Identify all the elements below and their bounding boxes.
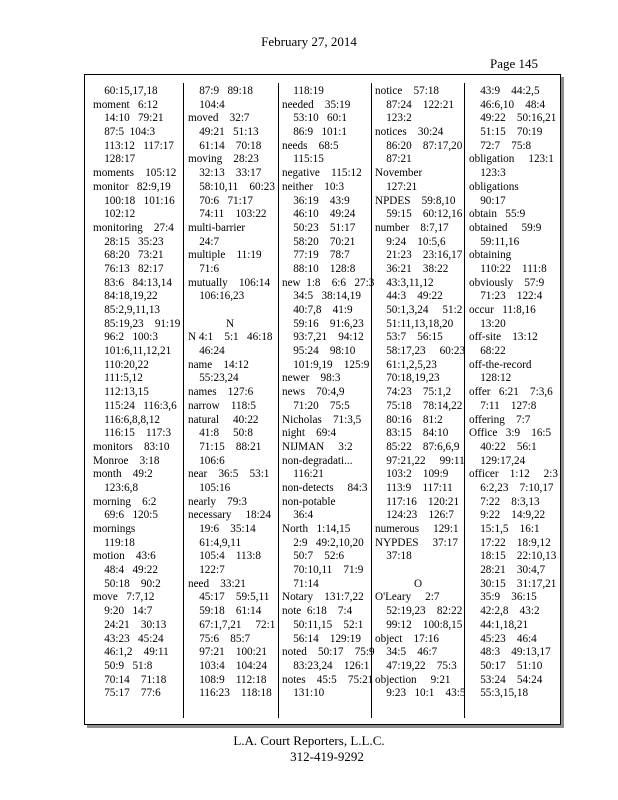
index-entry: moving 28:23 [188, 153, 259, 166]
index-entry: 21:23 23:16,17 [375, 249, 463, 262]
section-letter: O [413, 577, 423, 590]
index-entry: 104:4 [188, 98, 225, 111]
index-entry: 45:17 59:5,11 [188, 591, 270, 604]
index-entry: 49:21 51:13 [188, 126, 259, 139]
index-entry: 28:15 35:23 [93, 235, 164, 248]
index-entry: 41:8 50:8 [188, 427, 253, 440]
index-entry: moments 105:12 [93, 167, 177, 180]
index-entry: 85:19,23 91:19 [93, 317, 181, 330]
index-entry: 128:12 [469, 372, 512, 385]
index-entry: 113:9 117:11 [375, 481, 453, 494]
index-entry: 101:9,19 125:9 [282, 358, 370, 371]
index-entry: 59:18 61:14 [188, 605, 262, 618]
index-entry: 50:23 51:17 [282, 221, 356, 234]
index-entry: 30:15 31:17,21 [469, 577, 557, 590]
index-entry: 97:21 100:21 [188, 646, 267, 659]
index-entry: 113:12 117:17 [93, 139, 174, 152]
index-column-5 [469, 85, 558, 718]
index-entry: 28:21 30:4,7 [469, 564, 546, 577]
index-entry: 128:17 [93, 153, 136, 166]
index-entry: 111:5,12 [93, 372, 143, 385]
index-entry: 61:1,2,5,23 [375, 358, 437, 371]
index-entry: 87:21 [375, 153, 412, 166]
index-entry: 50:7 52:6 [282, 550, 345, 563]
index-entry: 46:1,2 49:11 [93, 646, 169, 659]
index-entry: 9:20 14:7 [93, 605, 153, 618]
index-entry: 86:20 87:17,20 [375, 139, 463, 152]
index-entry: 80:16 81:2 [375, 413, 443, 426]
index-entry: 117:16 120:21 [375, 495, 460, 508]
index-entry: 102:12 [93, 208, 136, 221]
index-entry: 19:6 35:14 [188, 523, 256, 535]
index-entry: 59:15 60:12,16 [375, 208, 463, 221]
index-entry: 51:15 70:19 [469, 126, 543, 139]
index-entry: 85:22 87:6,6,9 [375, 440, 460, 453]
index-entry: necessary 18:24 [188, 509, 271, 522]
index-entry: offering 7:7 [469, 413, 531, 426]
word-index-table [84, 74, 561, 725]
index-entry: 112:13,15 [93, 386, 149, 399]
index-entry: 115:15 [282, 153, 324, 166]
index-entry: offer 6:21 7:3,6 [469, 386, 553, 399]
index-entry: NPDES 59:8,10 [375, 194, 456, 207]
index-entry: 67:1,7,21 72:1 [188, 618, 276, 631]
index-entry: 119:18 [93, 536, 135, 549]
index-entry: 75:17 77:6 [93, 687, 161, 700]
index-entry: natural 40:22 [188, 413, 259, 426]
index-entry: name 14:12 [188, 358, 249, 371]
index-entry: 46:24 [188, 345, 225, 358]
index-entry: numerous 129:1 [375, 523, 459, 535]
index-entry: 9:24 10:5,6 [375, 235, 446, 248]
index-entry: negative 115:12 [282, 167, 362, 180]
index-entry: 46:10 49:24 [282, 208, 356, 221]
index-entry: 72:7 75:8 [469, 139, 532, 152]
index-entry: 14:10 79:21 [93, 112, 164, 125]
index-entry: month 49:2 [93, 468, 153, 481]
index-entry: 83:15 84:10 [375, 427, 449, 440]
index-entry: 24:7 [188, 235, 220, 248]
index-entry: 87:5 104:3 [93, 126, 156, 139]
index-entry: non-potable [282, 495, 336, 508]
index-entry: 42:2,8 43:2 [469, 605, 540, 618]
index-entry: monitoring 27:4 [93, 221, 174, 234]
index-entry: 43:23 45:24 [93, 632, 164, 645]
index-entry: occur 11:8,16 [469, 304, 536, 316]
index-entry: notice 57:18 [375, 85, 440, 97]
index-entry: 68:20 73:21 [93, 249, 164, 262]
index-entry: 55:3,15,18 [469, 687, 529, 700]
index-entry: number 8:7,17 [375, 221, 449, 234]
index-entry: officer 1:12 2:3 [469, 468, 558, 481]
index-entry: objection 9:21 [375, 673, 451, 686]
index-entry: 58:10,11 60:23 [188, 180, 275, 193]
index-entry: 50:9 51:8 [93, 659, 153, 672]
index-entry: 49:22 50:16,21 [469, 112, 557, 125]
index-entry: Nicholas 71:3,5 [282, 413, 362, 426]
index-entry: 71:6 [188, 262, 220, 275]
index-entry: needs 68:5 [282, 139, 339, 152]
index-entry: 48:3 49:13,17 [469, 646, 551, 659]
index-entry: 83:23,24 126:1 [282, 659, 370, 672]
index-entry: names 127:6 [188, 386, 254, 399]
index-entry: 70:6 71:17 [188, 194, 253, 207]
index-entry: 100:18 101:16 [93, 194, 175, 207]
index-entry: moment 6:12 [93, 98, 158, 111]
index-entry: 95:24 98:10 [282, 345, 356, 358]
index-entry: move 7:7,12 [93, 591, 155, 604]
index-entry: 108:9 112:18 [188, 673, 267, 686]
column-divider [464, 83, 465, 718]
index-entry: 124:23 126:7 [375, 509, 454, 522]
index-entry: 61:4,9,11 [188, 536, 242, 549]
index-entry: 59:16 91:6,23 [282, 317, 364, 330]
index-entry: off-the-record [469, 358, 532, 371]
index-entry: 93:7,21 94:12 [282, 331, 364, 344]
index-entry: 75:18 78:14,22 [375, 399, 463, 412]
index-entry: 116:23 118:18 [188, 687, 272, 700]
index-entry: 53:7 56:15 [375, 331, 443, 344]
page-date: February 27, 2014 [261, 34, 357, 49]
index-entry: 74:23 75:1,2 [375, 386, 452, 399]
index-entry: NIJMAN 3:2 [282, 440, 353, 453]
index-entry: 13:20 [469, 317, 506, 330]
index-entry: 87:9 89:18 [188, 85, 253, 97]
index-entry: 68:22 [469, 345, 506, 358]
index-entry: 17:22 18:9,12 [469, 536, 551, 549]
index-entry: 97:21,22 99:11 [375, 454, 465, 467]
index-entry: 71:14 [282, 577, 319, 590]
index-entry: 106:16,23 [188, 290, 245, 303]
index-entry: news 70:4,9 [282, 386, 345, 399]
index-entry: 70:18,19,23 [375, 372, 440, 385]
index-entry: 118:19 [282, 85, 324, 97]
index-entry: multiple 11:19 [188, 249, 262, 262]
index-entry: moved 32:7 [188, 112, 250, 125]
index-entry: 88:10 128:8 [282, 262, 356, 275]
index-entry: Office 3:9 16:5 [469, 427, 552, 440]
column-divider [278, 83, 279, 718]
index-column-1 [93, 85, 181, 718]
index-entry: 69:6 120:5 [93, 509, 158, 522]
index-entry: 58:17,23 60:23 [375, 345, 466, 358]
index-entry: 86:9 101:1 [282, 126, 347, 139]
index-entry: 71:15 88:21 [188, 440, 262, 453]
blank-line [188, 304, 272, 318]
index-entry: multi-barrier [188, 221, 246, 234]
index-entry: 105:16 [188, 481, 231, 494]
index-entry: 71:23 122:4 [469, 290, 543, 303]
index-entry: 40:7,8 41:9 [282, 304, 353, 316]
index-entry: 2:9 49:2,10,20 [282, 536, 364, 549]
column-divider [371, 83, 372, 718]
index-entry: non-detects 84:3 [282, 481, 368, 494]
index-entry: 85:2,9,11,13 [93, 304, 161, 316]
index-entry: 129:17,24 [469, 454, 526, 467]
blank-line [375, 564, 461, 578]
index-entry: non-degradati... [282, 454, 353, 467]
index-entry: 9:22 14:9,22 [469, 509, 546, 522]
index-entry: 50:18 90:2 [93, 577, 161, 590]
index-entry: 101:6,11,12,21 [93, 345, 172, 358]
index-entry: 36:21 38:22 [375, 262, 449, 275]
index-entry: 46:6,10 48:4 [469, 98, 546, 111]
index-entry: 7:22 8:3,13 [469, 495, 540, 508]
index-entry: 106:6 [188, 454, 225, 467]
index-entry: 50:11,15 52:1 [282, 618, 364, 631]
index-entry: 75:6 85:7 [188, 632, 251, 645]
footer-company: L.A. Court Reporters, L.L.C. [233, 733, 385, 748]
index-entry: 103:4 104:24 [188, 659, 267, 672]
index-entry: 99:12 100:8,15 [375, 618, 463, 631]
index-entry: need 33:21 [188, 577, 246, 590]
index-entry: 7:11 127:8 [469, 399, 537, 412]
index-entry: 103:2 109:9 [375, 468, 449, 481]
index-entry: 56:14 129:19 [282, 632, 361, 645]
index-entry: 123:3 [469, 167, 506, 180]
index-entry: 123:6,8 [93, 481, 139, 494]
index-entry: 44:3 49:22 [375, 290, 443, 303]
footer-phone: 312-419-9292 [290, 749, 364, 764]
index-entry: Notary 131:7,22 [282, 591, 364, 604]
index-entry: 15:1,5 16:1 [469, 523, 540, 535]
index-entry: object 17:16 [375, 632, 440, 645]
index-entry: 45:23 46:4 [469, 632, 537, 645]
index-entry: 60:15,17,18 [93, 85, 158, 97]
index-entry: 53:10 60:1 [282, 112, 347, 125]
index-entry: obligation 123:1 [469, 153, 554, 166]
index-entry: 127:21 [375, 180, 418, 193]
index-entry: 48:4 49:22 [93, 564, 158, 577]
index-entry: 116:21 [282, 468, 324, 481]
index-entry: 115:24 116:3,6 [93, 399, 177, 412]
index-column-2 [188, 85, 276, 718]
index-entry: 36:4 [282, 509, 314, 522]
index-entry: obviously 57:9 [469, 276, 545, 289]
index-entry: November [375, 167, 423, 180]
index-entry: 96:2 100:3 [93, 331, 158, 344]
index-entry: noted 50:17 75:9 [282, 646, 375, 659]
index-entry: morning 6:2 [93, 495, 157, 508]
index-entry: obtained 59:9 [469, 221, 542, 234]
page-number: Page 145 [489, 56, 538, 71]
index-entry: night 69:4 [282, 427, 337, 440]
index-entry: neither 10:3 [282, 180, 345, 193]
index-entry: 36:19 43:9 [282, 194, 350, 207]
index-entry: 47:19,22 75:3 [375, 659, 457, 672]
index-entry: 105:4 113:8 [188, 550, 261, 563]
index-entry: 9:23 10:1 43:5 [375, 687, 466, 700]
index-entry: needed 35:19 [282, 98, 351, 111]
index-entry: motion 43:6 [93, 550, 156, 563]
index-entry: 51:11,13,18,20 [375, 317, 454, 330]
index-entry: near 36:5 53:1 [188, 468, 270, 481]
index-entry: off-site 13:12 [469, 331, 538, 344]
section-letter: N [225, 317, 235, 330]
index-entry: mutually 106:14 [188, 276, 271, 289]
index-entry: new 1:8 6:6 27:3 [282, 276, 375, 289]
index-entry: 116:15 117:3 [93, 427, 172, 440]
index-entry: 35:9 36:15 [469, 591, 537, 604]
index-entry: note 6:18 7:4 [282, 605, 353, 618]
index-entry: N 4:1 5:1 46:18 [188, 331, 273, 344]
index-entry: 74:11 103:22 [188, 208, 267, 221]
index-entry: 110:20,22 [93, 358, 149, 371]
index-entry: 58:20 70:21 [282, 235, 356, 248]
index-entry: obtain 55:9 [469, 208, 526, 221]
index-entry: 6:2,23 7:10,17 [469, 481, 554, 494]
index-column-4 [375, 85, 466, 718]
index-entry: 53:24 54:24 [469, 673, 543, 686]
index-entry: monitors 83:10 [93, 440, 170, 453]
index-entry: obligations [469, 180, 519, 193]
index-entry: newer 98:3 [282, 372, 341, 385]
index-entry: 44:1,18,21 [469, 618, 529, 631]
index-entry: O'Leary 2:7 [375, 591, 440, 604]
index-entry: nearly 79:3 [188, 495, 248, 508]
index-entry: 116:6,8,8,12 [93, 413, 161, 426]
index-column-3 [282, 85, 375, 718]
index-entry: 24:21 30:13 [93, 618, 167, 631]
index-entry: 76:13 82:17 [93, 262, 164, 275]
index-entry: notes 45:5 75:21 [282, 673, 374, 686]
index-entry: 40:22 56:1 [469, 440, 537, 453]
column-divider [183, 83, 184, 718]
index-entry: Monroe 3:18 [93, 454, 160, 467]
index-entry: 83:6 84:13,14 [93, 276, 172, 289]
index-entry: 59:11,16 [469, 235, 520, 248]
index-entry: 43:9 44:2,5 [469, 85, 540, 97]
index-entry: NYPDES 37:17 [375, 536, 458, 549]
index-entry: narrow 118:5 [188, 399, 256, 412]
index-entry: North 1:14,15 [282, 523, 351, 535]
index-entry: 71:20 75:5 [282, 399, 350, 412]
index-entry: 50:17 51:10 [469, 659, 543, 672]
index-entry: 122:7 [188, 564, 225, 577]
index-entry: 50:1,3,24 51:2 [375, 304, 463, 316]
index-entry: 110:22 111:8 [469, 262, 547, 275]
index-entry: 84:18,19,22 [93, 290, 158, 303]
index-entry: 61:14 70:18 [188, 139, 262, 152]
index-entry: 87:24 122:21 [375, 98, 454, 111]
index-entry: monitor 82:9,19 [93, 180, 171, 193]
index-entry: 34:5 46:7 [375, 646, 438, 659]
index-entry: 131:10 [282, 687, 325, 700]
index-entry: 18:15 22:10,13 [469, 550, 557, 563]
index-entry: 123:2 [375, 112, 412, 125]
index-entry: 70:14 71:18 [93, 673, 167, 686]
index-entry: 77:19 78:7 [282, 249, 350, 262]
index-entry: 43:3,11,12 [375, 276, 434, 289]
index-entry: notices 30:24 [375, 126, 444, 139]
index-entry: 70:10,11 71:9 [282, 564, 364, 577]
index-entry: 52:19,23 82:22 [375, 605, 463, 618]
index-entry: 55:23,24 [188, 372, 239, 385]
index-entry: 34:5 38:14,19 [282, 290, 361, 303]
index-entry: mornings [93, 523, 136, 535]
index-entry: obtaining [469, 249, 512, 262]
index-entry: 37:18 [375, 550, 412, 563]
index-entry: 32:13 33:17 [188, 167, 262, 180]
index-entry: 90:17 [469, 194, 506, 207]
